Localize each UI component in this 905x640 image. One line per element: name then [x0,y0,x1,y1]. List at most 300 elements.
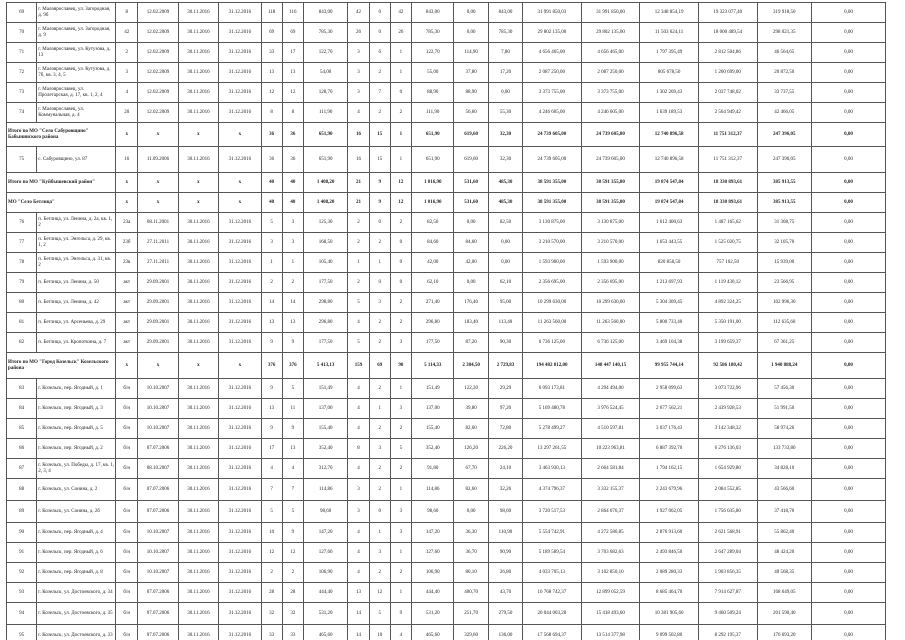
table-cell: 312,70 [303,459,347,479]
table-cell: 651,90 [412,147,454,173]
table-cell: 5 [261,501,282,523]
table-cell: 126,20 [454,439,488,459]
table-cell: 12.02.2009 [138,63,178,83]
table-cell: г. Козельск, пер. Ягодный, д. 5 [37,419,116,439]
table-cell: 4 294 494,00 [581,379,640,399]
table-cell: х [116,193,138,213]
table-cell: 30.11.2016 [178,459,218,479]
table-cell: 78 [7,253,37,273]
table-cell: 1 [390,479,411,501]
table-cell: 0,00 [812,273,886,293]
table-cell: 5 189 589,54 [523,543,582,563]
table-cell: 07.07.2006 [138,501,178,523]
table-cell: 28 [282,583,303,603]
table-cell: Итого по МО "Куйбышевский район" [7,173,116,193]
table-cell: 14 [348,625,369,640]
table-cell: 4 033 705,13 [523,563,582,583]
table-cell: 4 [348,419,369,439]
table-cell: 31.12.2016 [219,333,261,353]
table-cell: 0,00 [454,23,488,43]
table-cell: 12 [282,543,303,563]
table-cell: 3 102 850,10 [581,563,640,583]
table-cell: 75 [7,147,37,173]
table-cell: 127,60 [303,543,347,563]
table-cell: 3 199 659,37 [698,333,757,353]
table-cell: 1 903 856,35 [698,563,757,583]
table-cell: 24 739 605,00 [581,123,640,147]
table-cell: 2 [369,63,390,83]
table-cell: 4 272 586,85 [581,523,640,543]
table-row [7,399,886,419]
table-cell: 106,90 [412,563,454,583]
table-cell: 0,00 [812,23,886,43]
table-cell: 137,00 [303,399,347,419]
table-cell: 84 [7,399,37,419]
table-cell: 376 [261,353,282,379]
table-cell: 843,00 [303,3,347,23]
table-cell: 10 223 963,81 [581,439,640,459]
table-cell: 98,60 [303,501,347,523]
table-cell: 40 [261,193,282,213]
table-cell: 82 [7,333,37,353]
table-cell: 0,00 [812,583,886,603]
table-cell: 31.12.2016 [219,293,261,313]
table-cell: 0,00 [812,501,886,523]
table-cell: 48 424,20 [757,543,812,563]
table-cell: 89 [7,501,37,523]
table-cell: 271,40 [412,293,454,313]
table-cell: 1 593 900,00 [581,253,640,273]
table-cell: 19 874 547,84 [640,173,699,193]
table-cell: 1 797 395,49 [640,43,699,63]
table-cell: х [219,123,261,147]
table-cell: 98,60 [488,501,522,523]
table-cell: 0,00 [812,123,886,147]
table-row [7,379,886,399]
table-cell: б/н [116,479,138,501]
table-cell: 26 [348,23,369,43]
table-cell: 9 [261,419,282,439]
table-cell: 6 276 136,03 [698,439,757,459]
table-cell: 29.09.2001 [138,293,178,313]
table-cell: 12 [282,83,303,103]
table-cell: 13 [282,63,303,83]
table-cell: 1 213 697,93 [640,273,699,293]
table-cell: б/н [116,603,138,625]
table-cell: 73 [7,83,37,103]
table-cell: х [178,173,218,193]
table-cell: 20 044 003,28 [523,603,582,625]
table-cell: 201 590,40 [757,603,812,625]
table-cell: 95 [7,625,37,640]
table-cell: п. Бетлица, ул. Кропоткина, д. 7 [37,333,116,353]
table-cell: х [138,123,178,147]
table-cell: 88 [7,479,37,501]
subtotal-row [7,353,886,379]
table-cell: 36 [282,147,303,173]
table-cell: 114,90 [454,43,488,63]
table-cell: 4 [348,379,369,399]
table-cell: 0 [390,83,411,103]
table-cell: 1 794 162,15 [640,459,699,479]
table-cell: 80,10 [454,563,488,583]
table-cell: 159 [348,353,369,379]
table-cell: 90 [390,353,411,379]
table-cell: 1 016,90 [412,173,454,193]
table-cell: 20 872,50 [757,63,812,83]
table-cell: 31.12.2016 [219,439,261,459]
table-cell: 5 [369,603,390,625]
table-cell: 3 [369,543,390,563]
table-cell: 0,00 [812,233,886,253]
table-cell: 15 418 493,60 [581,603,640,625]
table-cell: 12 [390,193,411,213]
table-cell: 42,00 [454,253,488,273]
table-row [7,603,886,625]
table-cell: 651,90 [412,123,454,147]
table-cell: 18 330 893,61 [698,193,757,213]
table-cell: х [219,353,261,379]
table-cell: 0,00 [488,233,522,253]
table-cell: 12 899 052,59 [581,583,640,603]
table-cell: 112 635,60 [757,313,812,333]
table-cell: 0,00 [454,501,488,523]
table-cell: 51 991,50 [757,399,812,419]
table-cell: 24 739 605,00 [523,147,582,173]
table-cell: 31.12.2016 [219,147,261,173]
table-cell: 0 [369,3,390,23]
table-cell: 352,40 [412,439,454,459]
table-cell: г. Козельск, пер. Ягодный, д. 1 [37,379,116,399]
table-cell: 2 621 568,91 [698,523,757,543]
table-cell: г. Козельск, ул. Достоевского, д. 34 [37,583,116,603]
table-cell: 14 [282,293,303,313]
table-cell: 148 447 140,15 [581,353,640,379]
table-cell: 27.11.2011 [138,233,178,253]
table-cell: 177,50 [303,273,347,293]
table-cell: 31.12.2016 [219,43,261,63]
table-cell: 0,00 [812,103,886,123]
table-cell: 0,00 [812,523,886,543]
table-cell: б/н [116,563,138,583]
table-cell: 36 [282,123,303,147]
table-cell: п. Бетлица, ул. Энгельса, д. 31, кв. 2 [37,253,116,273]
table-cell: 4 [348,399,369,419]
table-cell: 16 [116,147,138,173]
table-cell: 3 [390,333,411,353]
table-cell: 10.10.2007 [138,563,178,583]
table-cell: 137,00 [412,399,454,419]
table-cell: 69 [369,353,390,379]
table-cell: 5 554 742,91 [523,523,582,543]
table-cell: 247 396,05 [757,147,812,173]
table-row [7,3,886,23]
table-cell: 7,80 [488,43,522,63]
table-cell: 38 591 355,00 [581,193,640,213]
table-cell: 31.12.2016 [219,399,261,419]
table-cell: 3 469 104,38 [640,333,699,353]
table-cell: 91,80 [412,459,454,479]
table-cell: 176,40 [454,293,488,313]
table-cell: 177,50 [303,333,347,353]
table-cell: 95,00 [488,293,522,313]
table-cell: акт [116,293,138,313]
table-cell: х [178,193,218,213]
table-cell: 20 [116,103,138,123]
table-cell: 31.12.2016 [219,419,261,439]
table-cell: Итого по МО "Город Козельск" Козельского района [7,353,116,379]
table-cell: 07.07.2006 [138,583,178,603]
table-cell: 43 566,60 [757,479,812,501]
table-cell: 444,40 [303,583,347,603]
table-cell: 10 381 905,60 [640,603,699,625]
table-cell: 12.02.2009 [138,43,178,63]
table-cell: 8 [116,3,138,23]
table-cell: 16 [348,147,369,173]
table-cell: 2 [369,333,390,353]
table-cell: 0 [369,23,390,43]
table-cell: 17 568 694,37 [523,625,582,640]
table-cell: х [219,193,261,213]
table-cell: 40 [282,173,303,193]
table-cell: 12.02.2009 [138,83,178,103]
table-cell: 2 087 250,00 [523,63,582,83]
table-cell: 0,00 [812,173,886,193]
table-cell: 88,90 [454,83,488,103]
table-cell: 31.12.2016 [219,501,261,523]
table-cell: 226,20 [488,439,522,459]
table-cell: 26 [390,23,411,43]
table-cell: г. Малоярославец, ул. Пролетарская, д. 17, кв. 1, 2, 4 [37,83,116,103]
table-cell: 76 [7,213,37,233]
table-cell: акт [116,273,138,293]
table-cell: г. Козельск, ул. Победы, д. 17, кв. 1, 2, 3, 4 [37,459,116,479]
table-cell: 820 858,50 [640,253,699,273]
table-cell: 30.11.2016 [178,313,218,333]
table-cell: 5 114,33 [412,353,454,379]
table-cell: 3 332 155,37 [581,479,640,501]
table-cell: 31.12.2016 [219,213,261,233]
table-cell: 531,60 [454,173,488,193]
table-cell: 0,00 [454,273,488,293]
table-cell: 9 099 502,80 [640,625,699,640]
table-cell: 1 [390,583,411,603]
table-cell: 1 [369,253,390,273]
table-cell: 07.07.2006 [138,603,178,625]
table-cell: 33 737,55 [757,83,812,103]
table-cell: 0,00 [812,563,886,583]
table-cell: 30.11.2016 [178,603,218,625]
table-cell: 0,00 [812,459,886,479]
table-cell: 183,40 [454,313,488,333]
table-cell: 3 037 176,43 [640,419,699,439]
table-cell: 4 [348,543,369,563]
table-row [7,479,886,501]
table-cell: 9 [282,419,303,439]
table-cell: 10 299 630,00 [581,293,640,313]
table-cell: 30.11.2016 [178,419,218,439]
table-cell: 40 [282,193,303,213]
table-cell: 0 [369,273,390,293]
table-cell: 30.11.2016 [178,333,218,353]
table-cell: 485,30 [488,173,522,193]
table-cell: 9 [390,603,411,625]
table-cell: 12 [390,173,411,193]
table-cell: 24,10 [488,459,522,479]
table-cell: 32,30 [488,123,522,147]
table-cell: 12.02.2009 [138,3,178,23]
table-cell: 5 [390,439,411,459]
table-cell: 08.10.2007 [138,459,178,479]
table-cell: 31.12.2016 [219,63,261,83]
table-cell: 9 [261,379,282,399]
table-cell: 11 751 312,37 [698,147,757,173]
table-cell: 1 [390,147,411,173]
table-cell: 8 685 464,70 [640,583,699,603]
table-cell: 8 [261,103,282,123]
table-cell: 30.11.2016 [178,583,218,603]
table-cell: 1 653 443,55 [640,233,699,253]
table-row [7,147,886,173]
table-cell: 36,70 [454,543,488,563]
table-cell: 4 [261,459,282,479]
table-cell: Итого по МО "Село Сабуровщино" Бабынинского района [7,123,116,147]
table-cell: 3 [390,399,411,419]
table-cell: 31.12.2016 [219,313,261,333]
table-cell: 3 720 517,53 [523,501,582,523]
table-cell: 106,90 [303,563,347,583]
table-cell: б/н [116,399,138,419]
table-cell: 1 940 888,24 [757,353,812,379]
table-cell: 1 612 400,63 [640,213,699,233]
table-cell: 168 649,05 [757,583,812,603]
table-row [7,233,886,253]
table-cell: 37 418,70 [757,501,812,523]
table-cell: х [178,353,218,379]
table-cell: 136,00 [488,625,522,640]
table-cell: г. Козельск, пер. Ягодный, д. 3 [37,399,116,419]
table-row [7,563,886,583]
table-cell: 07.07.2006 [138,479,178,501]
table-cell: 531,20 [303,603,347,625]
table-cell: 12 [369,583,390,603]
table-cell: 6 887 392,70 [640,439,699,459]
table-cell: 133 733,80 [757,439,812,459]
table-cell: 251,70 [454,603,488,625]
table-cell: 5 [261,213,282,233]
table-cell: г. Малоярославец, ул. Кутузова, д. 7б, кв. 3, 4, 5 [37,63,116,83]
table-cell: 42,00 [412,253,454,273]
table-cell: 3 [369,439,390,459]
table-cell: 13 [261,63,282,83]
table-cell: 298,80 [303,293,347,313]
table-cell: 1 [369,523,390,543]
table-cell: 3 [348,63,369,83]
table-cell: 5 278 499,27 [523,419,582,439]
table-cell: 651,90 [303,147,347,173]
table-cell: 5 [348,333,369,353]
table-cell: 102 996,30 [757,293,812,313]
table-cell: 74 [7,103,37,123]
table-cell: 43,70 [488,583,522,603]
table-cell: х [138,173,178,193]
table-cell: 385 913,55 [757,193,812,213]
table-cell: 105,40 [303,253,347,273]
subtotal-row [7,123,886,147]
table-cell: 147,20 [412,523,454,543]
table-cell: 0,00 [812,147,886,173]
table-cell: 30.11.2016 [178,439,218,459]
table-cell: 26,80 [488,563,522,583]
table-cell: 10.10.2007 [138,523,178,543]
table-cell: 0,00 [812,379,886,399]
table-cell: 81 [7,313,37,333]
table-cell: 30.11.2016 [178,233,218,253]
table-cell: 13 [282,439,303,459]
table-cell: 5 169 480,78 [523,399,582,419]
table-cell: 32 [282,603,303,625]
table-cell: 3 073 722,96 [698,379,757,399]
table-cell: 2 [116,43,138,63]
table-cell: акт [116,313,138,333]
table-cell: 1 119 430,12 [698,273,757,293]
table-row [7,273,886,293]
table-cell: 2 [390,563,411,583]
table-cell: 12.02.2009 [138,103,178,123]
table-cell: 32 [261,603,282,625]
table-cell: 36 [261,123,282,147]
table-cell: 24 739 605,00 [523,123,582,147]
table-cell: 3 703 682,63 [581,543,640,563]
table-cell: 177,50 [412,333,454,353]
table-cell: 3 [369,293,390,313]
table-cell: МО "Село Бетлица" [7,193,116,213]
table-cell: б/н [116,439,138,459]
table-cell: 3 [261,233,282,253]
table-cell: 11 263 560,00 [523,313,582,333]
table-cell: 0,00 [812,3,886,23]
table-cell: 1 639 189,53 [640,103,699,123]
table-cell: 69 [282,23,303,43]
table-cell: 319 918,50 [757,3,812,23]
table-cell: б/н [116,523,138,543]
table-cell: 113,40 [488,313,522,333]
table-cell: 30.11.2016 [178,273,218,293]
table-cell: 31.12.2016 [219,563,261,583]
table-cell: 98,60 [412,501,454,523]
table-cell: 29.09.2001 [138,273,178,293]
table-cell: г. Козельск, ул. Сонина, д. 2б [37,501,116,523]
table-cell: 2 [369,233,390,253]
table-cell: 0,00 [812,313,886,333]
table-cell: 21 [348,173,369,193]
table-cell: 33 [261,43,282,63]
table-cell: 30.11.2016 [178,63,218,83]
table-cell: 62,10 [488,273,522,293]
table-cell: 805 678,50 [640,63,699,83]
table-cell: п. Бетлица, ул. Ленина, д. 50 [37,273,116,293]
table-cell: 0,00 [812,399,886,419]
table-cell: 4 [348,459,369,479]
table-cell: 0,00 [812,625,886,640]
table-cell: х [116,123,138,147]
table-cell: 2 [390,313,411,333]
table-row [7,83,886,103]
table-cell: 23б [116,233,138,253]
table-cell: 194 482 812,00 [523,353,582,379]
table-cell: 30.11.2016 [178,253,218,273]
table-cell: 12.02.2009 [138,23,178,43]
